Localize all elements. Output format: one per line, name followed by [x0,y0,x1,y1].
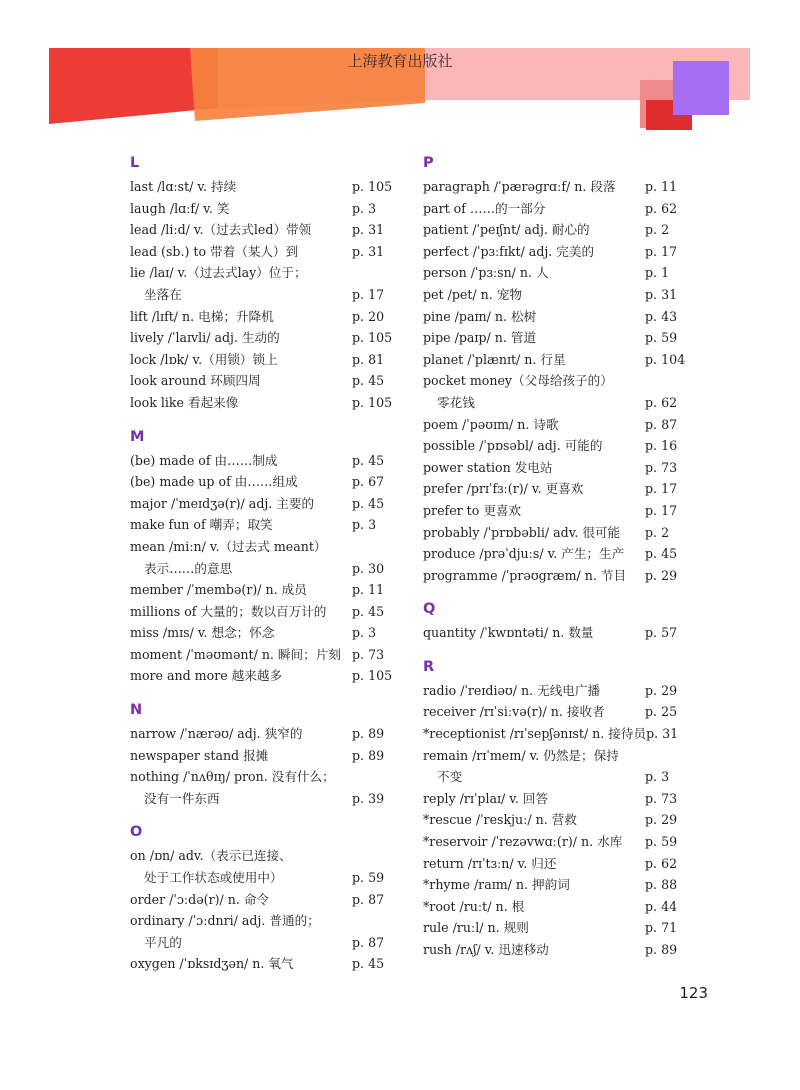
index-entry [423,522,685,544]
entry-page-ref: p. 59 [352,870,385,886]
entry-term: moment /ˈməʊmənt/ n. 瞬间；片刻 [130,646,341,662]
entry-term: return /rɪˈtɜːn/ v. 归还 [423,855,557,871]
entry-page-ref: p. 29 [645,567,678,583]
entry-page-ref: p. 31 [645,286,678,302]
entry-term: look around 环顾四周 [130,373,261,389]
entry-term: rule /ruːl/ n. 规则 [423,920,529,936]
index-section-q [423,596,685,644]
entry-term: make fun of 嘲弄；取笑 [130,517,273,533]
entry-page-ref [645,745,685,767]
entry-page-ref: p. 1 [645,265,670,281]
entry-page-ref: p. 105 [352,179,393,194]
entry-page-ref: p. 43 [645,308,678,324]
index-entry [423,414,685,436]
index-entry [423,874,685,896]
entry-term: perfect /ˈpɜːfɪkt/ adj. 完美的 [423,243,595,259]
entry-page-ref: p. 30 [352,560,385,576]
entry-term: quantity /ˈkwɒntəti/ n. 数量 [423,625,594,641]
index-entry [423,306,685,328]
entry-page-ref: p. 89 [352,726,385,742]
index-entry [423,809,685,831]
entry-term: *reservoir /ˈrezəvwɑː(r)/ n. 水库 [423,834,623,850]
entry-page-ref: p. 45 [352,452,385,468]
entry-term: lead /liːd/ v.（过去式led）带领 [130,222,312,238]
entry-term: 没有一件东西 [144,790,220,806]
section-letter: Q [423,601,436,618]
entry-page-ref: p. 45 [645,546,678,562]
entry-term: 处于工作状态或使用中） [144,870,283,886]
index-entry [423,219,685,241]
section-letter: O [130,824,143,841]
entry-page-ref [352,262,392,284]
index-entry [130,536,392,558]
index-section-m [130,424,392,688]
entry-page-ref: p. 3 [352,517,377,533]
entry-page-ref: p. 73 [645,459,678,475]
entry-term: (be) made up of 由……组成 [130,474,298,490]
entry-term: paragraph /ˈpærəgrɑːf/ n. 段落 [423,179,616,194]
entry-page-ref: p. 17 [645,481,678,497]
entry-term: pine /paɪn/ n. 松树 [423,308,537,324]
index-entry [130,845,392,867]
entry-page-ref: p. 29 [645,682,678,698]
entry-page-ref: p. 73 [352,646,385,662]
index-entry [423,680,685,702]
entry-page-ref: p. 71 [645,920,678,936]
entry-page-ref: p. 87 [645,416,678,432]
entry-term: pet /pet/ n. 宠物 [423,286,522,302]
entry-page-ref [645,370,685,392]
entry-page-ref: p. 59 [645,834,678,850]
index-entry [130,622,392,644]
entry-page-ref: p. 31 [646,726,679,742]
entry-term: last /lɑːst/ v. 持续 [130,179,237,194]
entry-term: patient /ˈpeɪʃnt/ adj. 耐心的 [423,222,590,238]
index-entry [423,457,685,479]
entry-term: oxygen /ˈɒksɪdʒən/ n. 氧气 [130,956,294,972]
entry-term: 不变 [437,769,463,785]
entry-term: ordinary /ˈɔːdnri/ adj. 普通的； [130,913,320,929]
index-entry [130,241,392,263]
entry-term: nothing /ˈnʌθɪŋ/ pron. 没有什么； [130,769,335,785]
entry-page-ref: p. 45 [352,373,385,389]
entry-term: *rhyme /raɪm/ n. 押韵词 [423,877,570,893]
entry-term: rush /rʌʃ/ v. 迅速移动 [423,942,549,957]
index-entry [423,622,685,644]
index-entry [423,939,685,961]
publisher-name: 上海教育出版社 [347,52,453,70]
entry-term: more and more 越来越多 [130,668,283,684]
entry-term: lock /lɒk/ v.（用锁）锁上 [130,351,278,367]
index-entry [423,370,685,392]
entry-term: 零花钱 [437,394,475,410]
entry-page-ref: p. 67 [352,474,385,490]
index-entry [423,176,685,198]
entry-term: prefer to 更喜欢 [423,502,522,518]
entry-term: miss /mɪs/ v. 想念；怀念 [130,625,275,641]
index-entry [130,665,392,687]
entry-page-ref: p. 31 [352,243,385,259]
index-entry [130,471,392,493]
entry-page-ref: p. 62 [645,855,678,871]
entry-term: look like 看起来像 [130,394,239,410]
entry-term: mean /miːn/ v.（过去式 meant） [130,538,327,554]
entry-page-ref: p. 89 [352,747,385,763]
entry-term: laugh /lɑːf/ v. 笑 [130,200,230,216]
entry-page-ref: p. 2 [645,524,670,540]
entry-term: major /ˈmeɪdʒə(r)/ adj. 主要的 [130,495,315,511]
entry-term: prefer /prɪˈfɜː(r)/ v. 更喜欢 [423,481,584,497]
index-entry [423,349,685,371]
index-entry [130,198,392,220]
index-entry [423,853,685,875]
index-entry [130,306,392,328]
index-entry [423,831,685,853]
entry-page-ref: p. 87 [352,934,385,950]
entry-page-ref: p. 17 [645,243,678,259]
entry-term: programme /ˈprəʊgræm/ n. 节目 [423,567,627,583]
index-entry [130,579,392,601]
entry-page-ref [352,536,392,558]
entry-term: lie /laɪ/ v.（过去式lay）位于； [130,265,307,281]
entry-term: lively /ˈlaɪvli/ adj. 生动的 [130,330,280,346]
index-entry [423,198,685,220]
entry-term: (be) made of 由……制成 [130,452,278,468]
index-entry [130,889,392,911]
entry-term: 表示……的意思 [144,560,233,576]
index-entry [423,917,685,939]
index-section-r [423,654,685,961]
index-entry [130,788,392,810]
entry-term: reply /rɪˈplaɪ/ v. 回答 [423,790,549,806]
entry-term: receiver /rɪˈsiːvə(r)/ n. 接收者 [423,704,605,720]
entry-page-ref: p. 44 [645,898,678,914]
entry-term: 平凡的 [144,934,182,950]
entry-term: millions of 大量的；数以百万计的 [130,603,327,619]
entry-term: power station 发电站 [423,459,553,475]
index-entry [130,644,392,666]
index-entry [130,558,392,580]
section-letter: P [423,155,434,171]
entry-page-ref: p. 16 [645,438,678,454]
entry-term: 坐落在 [144,286,182,302]
index-column-left [130,150,392,975]
entry-page-ref: p. 105 [352,668,393,684]
entry-page-ref: p. 17 [352,286,385,302]
entry-term: member /ˈmembə(r)/ n. 成员 [130,582,307,598]
index-entry [423,392,685,414]
entry-term: order /ˈɔːdə(r)/ n. 命令 [130,891,270,907]
index-entry [130,514,392,536]
entry-page-ref: p. 81 [352,351,385,367]
index-entry [130,723,392,745]
index-entry [130,745,392,767]
entry-page-ref: p. 87 [352,891,385,907]
index-entry [130,766,392,788]
entry-page-ref: p. 3 [352,625,377,641]
entry-page-ref [352,910,392,932]
index-entry [423,543,685,565]
index-entry [423,500,685,522]
entry-term: *root /ruːt/ n. 根 [423,898,525,914]
entry-page-ref: p. 89 [645,942,678,957]
section-letter: N [130,702,143,719]
entry-term: person /ˈpɜːsn/ n. 人 [423,265,549,281]
entry-page-ref: p. 45 [352,956,385,972]
index-entry [423,241,685,263]
index-entry [423,701,685,723]
index-entry [423,284,685,306]
entry-term: narrow /ˈnærəʊ/ adj. 狭窄的 [130,726,303,742]
entry-page-ref: p. 11 [352,582,385,598]
entry-term: remain /rɪˈmeɪn/ v. 仍然是；保持 [423,747,619,763]
index-entry [130,910,392,932]
entry-term: pipe /paɪp/ n. 管道 [423,330,537,346]
index-entry [130,370,392,392]
entry-page-ref: p. 25 [645,704,678,720]
entry-page-ref: p. 11 [645,179,678,194]
entry-term: lead (sb.) to 带着（某人）到 [130,243,299,259]
entry-page-ref: p. 3 [352,200,377,216]
index-section-p [423,150,685,586]
entry-term: pocket money（父母给孩子的） [423,373,613,389]
entry-page-ref: p. 2 [645,222,670,238]
section-letter: R [423,658,435,675]
entry-page-ref: p. 73 [645,790,678,806]
entry-page-ref: p. 62 [645,200,678,216]
index-entry [130,932,392,954]
entry-term: newspaper stand 报摊 [130,747,269,763]
index-entry [423,262,685,284]
section-letter: M [130,428,145,445]
index-entry [130,176,392,198]
entry-page-ref: p. 31 [352,222,385,238]
entry-term: part of ……的一部分 [423,200,546,216]
index-entry [130,262,392,284]
index-entry [423,327,685,349]
index-entry [423,565,685,587]
entry-term: *receptionist /rɪˈsepʃənɪst/ n. 接待员 [423,726,647,742]
entry-term: on /ɒn/ adv.（表示已连接、 [130,848,292,864]
index-entry [423,766,685,788]
index-entry [130,349,392,371]
index-entry [423,745,685,767]
index-entry [423,478,685,500]
entry-term: *rescue /ˈreskjuː/ n. 营救 [423,812,577,828]
index-entry [130,450,392,472]
index-entry [130,493,392,515]
entry-term: possible /ˈpɒsəbl/ adj. 可能的 [423,438,603,454]
index-entry [130,219,392,241]
index-entry [130,601,392,623]
index-entry [423,788,685,810]
entry-term: radio /ˈreɪdiəʊ/ n. 无线电广播 [423,682,601,698]
index-section-l [130,150,392,414]
entry-page-ref [352,766,392,788]
index-entry [130,327,392,349]
entry-page-ref: p. 45 [352,495,385,511]
index-entry [130,867,392,889]
index-entry [423,723,685,745]
entry-page-ref: p. 105 [352,394,393,410]
entry-page-ref: p. 45 [352,603,385,619]
page-number: 123 [679,984,708,1002]
index-section-o [130,819,392,975]
entry-page-ref: p. 39 [352,790,385,806]
entry-page-ref: p. 62 [645,394,678,410]
index-section-n [130,697,392,809]
entry-page-ref: p. 20 [352,308,385,324]
index-entry [130,284,392,306]
entry-term: planet /ˈplænɪt/ n. 行星 [423,351,566,367]
entry-page-ref: p. 105 [352,330,393,346]
entry-page-ref: p. 88 [645,877,678,893]
entry-term: produce /prəˈdjuːs/ v. 产生；生产 [423,546,625,562]
entry-term: probably /ˈprɒbəbli/ adv. 很可能 [423,524,621,540]
section-letter: L [130,155,140,171]
entry-page-ref: p. 3 [645,769,670,785]
entry-page-ref: p. 17 [645,502,678,518]
index-entry [423,896,685,918]
entry-page-ref: p. 59 [645,330,678,346]
index-entry [423,435,685,457]
index-column-right [423,150,685,961]
entry-page-ref: p. 57 [645,625,678,641]
entry-page-ref [352,845,392,867]
index-entry [130,392,392,414]
entry-term: lift /lɪft/ n. 电梯；升降机 [130,308,274,324]
index-entry [130,953,392,975]
entry-term: poem /ˈpəʊɪm/ n. 诗歌 [423,416,559,432]
entry-page-ref: p. 104 [645,351,686,367]
entry-page-ref: p. 29 [645,812,678,828]
